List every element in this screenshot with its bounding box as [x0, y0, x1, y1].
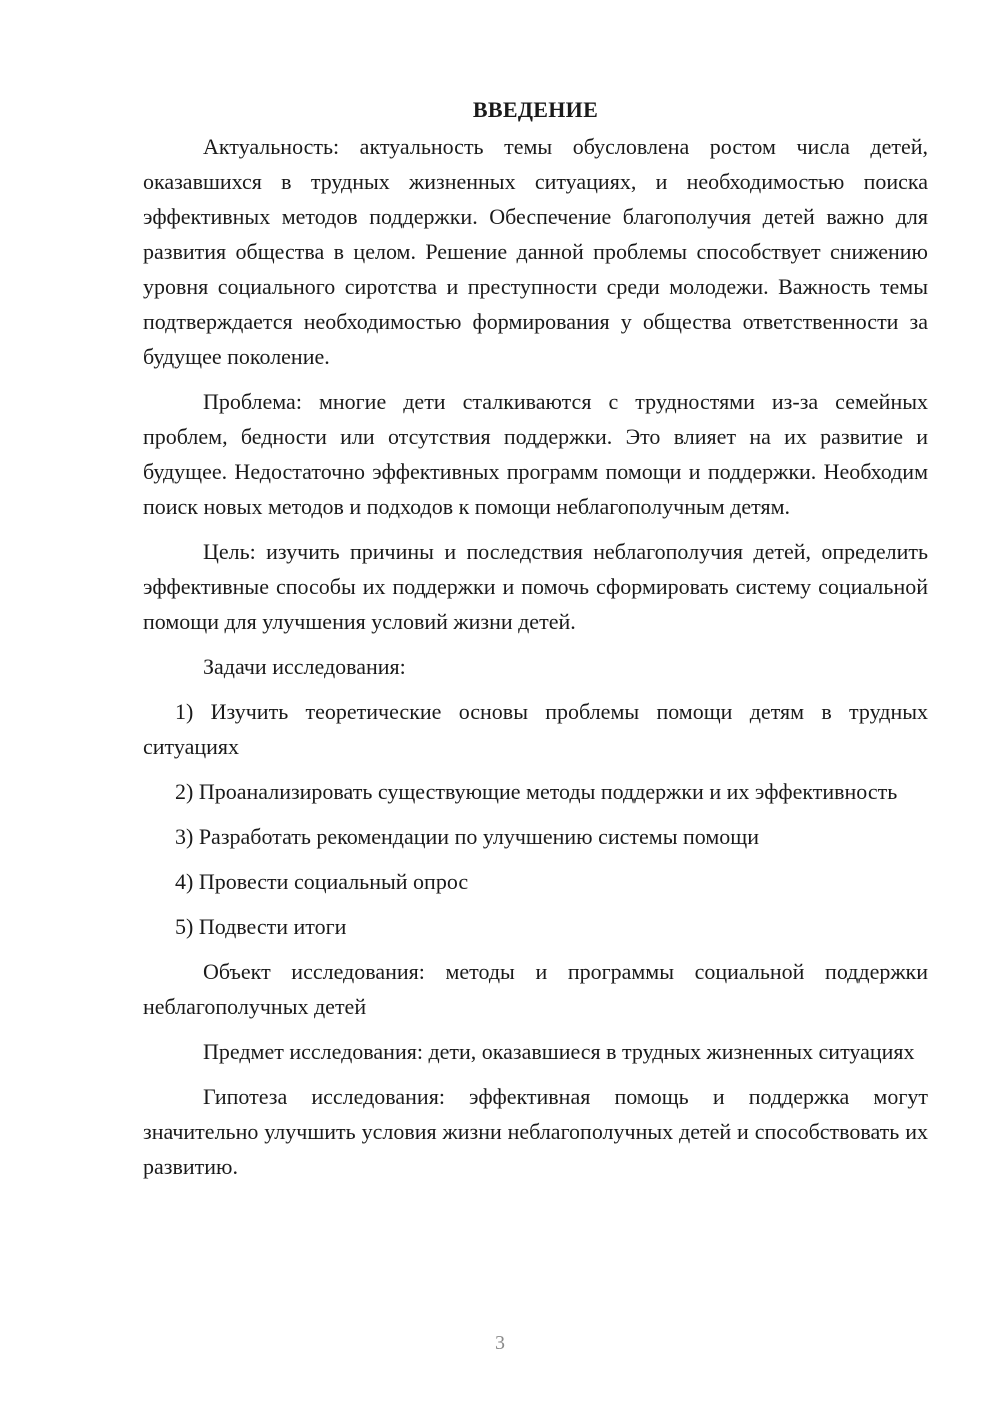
tasks-heading: Задачи исследования: [203, 654, 406, 679]
tasks-list [143, 694, 928, 944]
document-page [143, 92, 928, 1194]
problem-paragraph: Проблема: многие дети сталкиваются с трудностями из-за семейных проблем, бедности или отсутствия поддержки. Это влияет на их развитие и будущее. Недостаточно эффективных программ помощи и поддержки. Необходим поиск новых методов и подходов к помощи неблагополучным детям. [143, 389, 928, 519]
object-paragraph: Объект исследования: методы и программы социальной поддержки неблагополучных детей [143, 959, 928, 1019]
relevance-paragraph: Актуальность: актуальность темы обусловлена ростом числа детей, оказавшихся в трудных жизненных ситуациях, и необходимостью поиска эффективных методов поддержки. Обеспечение благополучия детей важно для развития общества в целом. Решение данной проблемы способствует снижению уровня социального сиротства и преступности среди молодежи. Важность темы подтверждается необходимостью формирования у общества ответственности за будущее поколение. [143, 134, 928, 369]
goal-paragraph: Цель: изучить причины и последствия неблагополучия детей, определить эффективные способы их поддержки и помочь сформировать систему социальной помощи для улучшения условий жизни детей. [143, 539, 928, 634]
list-item: 5) Подвести итоги [175, 914, 347, 939]
list-item: 3) Разработать рекомендации по улучшению системы помощи [175, 824, 759, 849]
page-number: 3 [495, 1332, 505, 1354]
hypothesis-paragraph: Гипотеза исследования: эффективная помощь и поддержка могут значительно улучшить условия жизни неблагополучных детей и способствовать их развитию. [143, 1084, 928, 1179]
page-title: ВВЕДЕНИЕ [472, 97, 599, 122]
list-item: 1) Изучить теоретические основы проблемы помощи детям в трудных ситуациях [143, 699, 928, 759]
list-item: 4) Провести социальный опрос [175, 869, 469, 894]
subject-paragraph: Предмет исследования: дети, оказавшиеся в трудных жизненных ситуациях [203, 1039, 915, 1064]
list-item: 2) Проанализировать существующие методы поддержки и их эффективность [175, 779, 898, 804]
